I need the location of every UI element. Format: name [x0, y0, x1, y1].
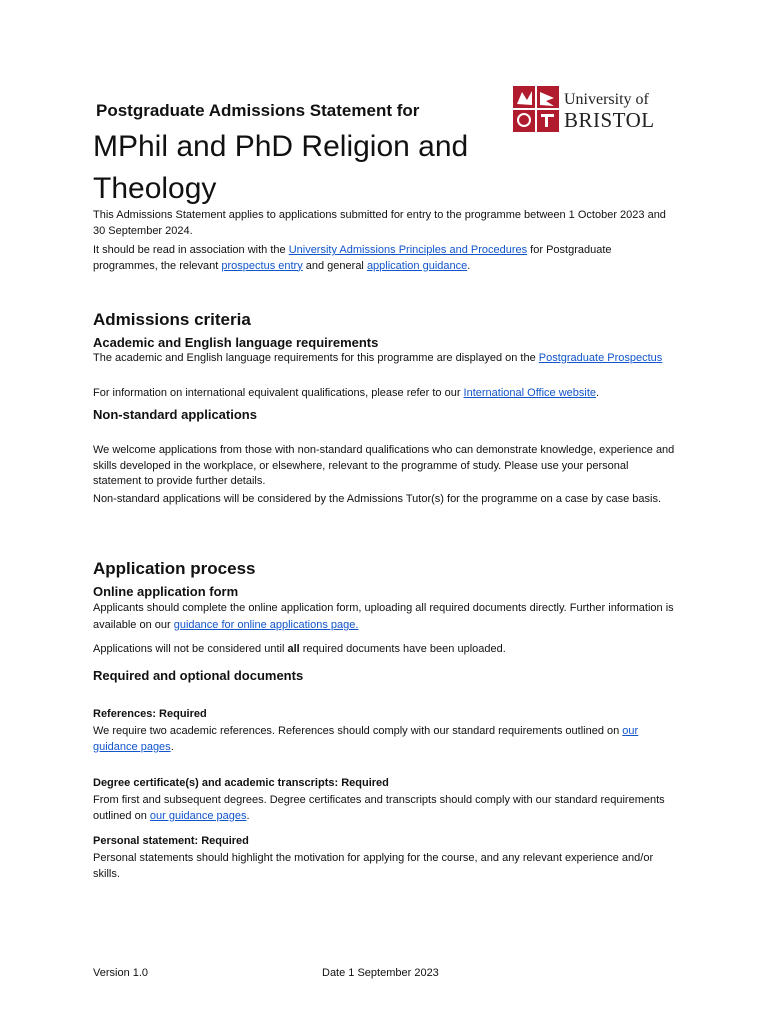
intro-text: and general: [302, 259, 367, 272]
intro-text: It should be read in association with the: [93, 244, 289, 256]
intro-text: for Postgraduate programmes, the relevant: [93, 244, 612, 272]
academic-requirements-paragraph: [93, 351, 675, 367]
degree-text-end: .: [246, 809, 250, 822]
intro-text: .: [467, 259, 471, 272]
prospectus-entry-link[interactable]: prospectus entry: [221, 259, 303, 272]
online-application-text: Applicants should complete the online application form, uploading all required documents directly. Further information is available on our: [93, 602, 674, 631]
logo-line-1: University of: [564, 91, 649, 108]
notice-text: Applications will not be considered until: [93, 643, 288, 655]
international-paragraph: [93, 386, 675, 402]
references-paragraph: [93, 724, 675, 755]
footer-date: Date 1 September 2023: [322, 967, 439, 979]
degree-heading: Degree certificate(s) and academic transcripts: Required: [93, 777, 389, 789]
international-text: For information on international equivalent qualifications, please refer to our: [93, 387, 464, 399]
pre-title: Postgraduate Admissions Statement for: [96, 101, 420, 120]
intro-paragraph-2: [93, 243, 675, 274]
application-process-heading: Application process: [93, 559, 256, 578]
references-text-end: .: [170, 740, 174, 753]
non-standard-heading: Non-standard applications: [93, 407, 257, 422]
international-text-end: .: [596, 387, 600, 399]
personal-statement-paragraph: Personal statements should highlight the motivation for applying for the course, and any relevant experience and/or skills.: [93, 852, 654, 880]
intro-paragraph-1: This Admissions Statement applies to applications submitted for entry to the programme between 1 October 2023 and 30 September 2024.: [93, 209, 666, 237]
online-application-paragraph: [93, 600, 675, 634]
personal-statement-heading: Personal statement: Required: [93, 835, 249, 847]
page-title: MPhil and PhD Religion and Theology: [93, 130, 469, 205]
degree-guidance-link[interactable]: our guidance pages: [149, 809, 247, 822]
logo-line-2: BRISTOL: [564, 108, 655, 132]
international-office-link[interactable]: International Office website: [463, 387, 597, 399]
documents-notice-paragraph: [93, 642, 675, 658]
crest-icon: [513, 86, 559, 132]
postgraduate-prospectus-link[interactable]: Postgraduate Prospectus: [538, 352, 663, 364]
non-standard-paragraph-2: Non-standard applications will be considered by the Admissions Tutor(s) for the programme on a case by case basis.: [93, 493, 662, 505]
references-heading: References: Required: [93, 708, 207, 720]
notice-emphasis: all: [287, 643, 300, 655]
university-logo: [513, 86, 673, 134]
logo-wordmark: [564, 91, 655, 131]
online-guidance-link[interactable]: guidance for online applications page.: [173, 619, 359, 631]
application-guidance-link[interactable]: application guidance: [366, 259, 468, 272]
degree-paragraph: [93, 793, 675, 824]
notice-text-end: required documents have been uploaded.: [299, 643, 506, 655]
degree-text: From first and subsequent degrees. Degree certificates and transcripts should comply with our standard requirements outlined on: [93, 794, 665, 822]
admissions-criteria-heading: Admissions criteria: [93, 310, 251, 329]
admissions-principles-link[interactable]: University Admissions Principles and Procedures: [288, 244, 528, 256]
academic-text: The academic and English language requirements for this programme are displayed on the: [93, 352, 539, 364]
non-standard-paragraph-1: We welcome applications from those with non-standard qualifications who can demonstrate knowledge, experience and skills developed in the workplace, or elsewhere, relevant to the programme of study. Please use your personal statement to provide further details.: [93, 444, 675, 487]
academic-requirements-heading: Academic and English language requirements: [93, 335, 379, 350]
footer-version: Version 1.0: [93, 967, 149, 979]
references-guidance-link[interactable]: our guidance pages: [93, 725, 639, 753]
online-application-heading: Online application form: [93, 584, 239, 599]
required-documents-heading: Required and optional documents: [93, 668, 304, 683]
references-text: We require two academic references. References should comply with our standard requirements outlined on: [93, 725, 623, 737]
